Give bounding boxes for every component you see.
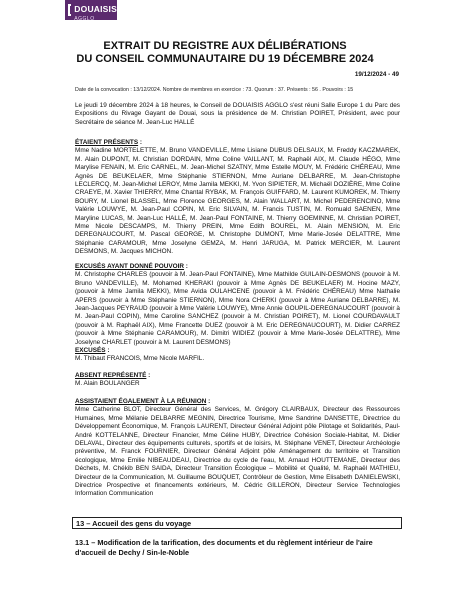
deliberation-reference: 19/12/2024 - 49: [354, 71, 399, 78]
excuses-heading: EXCUSÉS: [75, 347, 106, 354]
logo-sub: AGGLO: [74, 15, 95, 22]
presents-list: Mme Nadine MORTELETTE, M. Bruno VANDEVILLE, Mme Lisiane DUBUS DELSAUX, M. Freddy KACZMAREK, M. Alain DUPONT, M. Christian DORDAIN, Mme Coline VAILLANT, M. Raphaël AIX, M. Claude HÉGO, Mme Marylise FENAIN, M. Eric CARNEL, M. Jean-Michel SZATNY, Mme Estelle MOUY, M. Frédéric CHÉREAU, Mme Agnès DE BEUKELAER, Mme Stéphanie STIERNON, Mme Auriane DELBARRE, M. Jean-Christophe LECLERCQ, M. Jean-Michel LEROY, Mme Jamila MEKKI, M. Yvon SIPIETER, M. Michaël DOZIÈRE, Mme Coline CRAEYE, M. Xavier THIERRY, Mme Chantal RYBAK, M. François GUIFFARD, M. Laurent KUMOREK, M. Thierry BOURY, M. Lionel BLASSEL, Mme Florence GEORGES, M. Alain WALLART, M. Michel PEDERENCINO, Mme Valérie LOUWYE, M. Jean-Paul COPIN, M. Eric SILVAIN, M. Francis TUSTIN, M. Romuald SAENEN, Mme Maryline LUCAS, M. Jean-Luc HALLÉ, M. Jean-Paul FONTAINE, M. Thierry GOEMINNE, M. Christian POIRET, Mme Nicole DESCAMPS, M. Thierry PREIN, Mme Edith BOUREL, M. Alain MENSION, M. Eric DEREGNAUCOURT, M. Pascal GEORGE, M. Christophe DUMONT, Mme Marie-Josée DELATTRE, Mme Stéphanie CARAMOUR, Mme Joselyne GEMZA, M. Henri JARUGA, M. Patrick MERCIER, M. Laurent DESMONS, M. Jacques MICHON.: [75, 147, 400, 256]
absent-block: ABSENT REPRÉSENTÉ : M. Alain BOULANGER: [75, 372, 400, 389]
presents-block: ÉTAIENT PRÉSENTS : Mme Nadine MORTELETTE, M. Bruno VANDEVILLE, Mme Lisiane DUBUS DELSAUX, M. Freddy KACZMAREK, M. Alain DUPONT, M. Christian DORDAIN, Mme Coline VAILLANT, M. Raphaël AIX, M. Claude HÉGO, Mme Marylise FENAIN, M. Eric CARNEL, M. Jean-Michel SZATNY, Mme Estelle MOUY, M. Frédéric CHÉREAU, Mme Agnès DE BEUKELAER, Mme Stéphanie STIERNON, Mme Auriane DELBARRE, M. Jean-Christophe LECLERCQ, M. Jean-Michel LEROY, Mme Jamila MEKKI, M. Yvon SIPIETER, M. Michaël DOZIÈRE, Mme Coline CRAEYE, M. Xavier THIERRY, Mme Chantal RYBAK, M. François GUIFFARD, M. Laurent KUMOREK, M. Thierry BOURY, M. Lionel BLASSEL, Mme Florence GEORGES, M. Alain WALLART, M. Michel PEDERENCINO, Mme Valérie LOUWYE, M. Jean-Paul COPIN, M. Eric SILVAIN, M. Francis TUSTIN, M. Romuald SAENEN, Mme Maryline LUCAS, M. Jean-Luc HALLÉ, M. Jean-Paul FONTAINE, M. Thierry GOEMINNE, M. Christian POIRET, Mme Nicole DESCAMPS, M. Thierry PREIN, Mme Edith BOUREL, M. Alain MENSION, M. Eric DEREGNAUCOURT, M. Pascal GEORGE, M. Christophe DUMONT, Mme Marie-Josée DELATTRE, Mme Stéphanie CARAMOUR, Mme Joselyne GEMZA, M. Henri JARUGA, M. Patrick MERCIER, M. Laurent DESMONS, M. Jacques MICHON.: [75, 139, 400, 256]
presents-heading: ÉTAIENT PRÉSENTS: [75, 139, 139, 146]
excuses-pouvoir-heading: EXCUSÉS AYANT DONNÉ POUVOIR: [75, 263, 185, 270]
convocation-info: Date de la convocation : 13/12/2024. Nombre de membres en exercice : 73. Quorum : 37. Présents : 56 . Pouvoirs : 15: [75, 87, 354, 93]
intro-paragraph: Le jeudi 19 décembre 2024 à 18 heures, le Conseil de DOUAISIS AGGLO s'est réuni Salle Europe 1 du Parc des Expositions du Rivage Gayant de Douai, sous la présidence de M. Christian POIRET, Président, avec pour Secrétaire de séance M. Jean-Luc HALLÉ: [75, 102, 400, 126]
logo-wordmark: [74, 0, 117, 22]
excuses-block: EXCUSÉS : M. Thibaut FRANCOIS, Mme Nicole MARFIL.: [75, 347, 400, 364]
assistaient-heading: ASSISTAIENT ÉGALEMENT À LA RÉUNION: [75, 398, 207, 405]
logo-mark-icon: [68, 4, 71, 16]
section-heading-box: 13 – Accueil des gens du voyage: [72, 517, 402, 529]
douaisis-agglo-logo: [65, 0, 117, 20]
absent-heading: ABSENT REPRÉSENTÉ: [75, 372, 147, 379]
document-title-line1: EXTRAIT DU REGISTRE AUX DÉLIBÉRATIONS: [103, 40, 347, 52]
assistaient-list: Mme Catherine BLOT, Directeur Général des Services, M. Grégory CLAIRBAUX, Directeur des Ressources Humaines, Mme Mélanie DELBARRE MEGNIN, Directrice Tourisme, Mme Sandrine DANSETTE, Directrice du Développement Économique, M. François LAURENT, Directeur Général Adjoint pôle Pilotage et Solidarités, Paul-André KOTTELANNE, Directeur Financier, Mme Céline HUBY, Directrice Cohésion Sociale-Habitat, M. Didier DELAVAL, Directeur des équipements culturels, sportifs et de loisirs, M. Stéphane VENET, Directeur Archéologie préventive, M. Franck FOURNIER, Directeur Général Adjoint pôle Aménagement du territoire et Transition écologique, Mme Emilie NIBEAUDEAU, Directrice du cycle de l'eau, M. Arnaud HOUTTEMANE, Directeur des Déchets, M. Chékib BEN SAIDA, Directeur Transition Écologique – Mobilité et Qualité, M. Raphaël MATHIEU, Directeur de la Communication, M. Guillaume BOUQUET, Contrôleur de Gestion, Mme Elisabeth DANIELEWSKI, Directrice Prospective et financements extérieurs, M. Cédric GILLERON, Directeur Service Technologies Information Communication: [75, 406, 400, 498]
absent-list: M. Alain BOULANGER: [75, 380, 140, 388]
excuses-pouvoir-list: M. Christophe CHARLES (pouvoir à M. Jean-Paul FONTAINE), Mme Mathilde GUILAIN-DESMONS (pouvoir à M. Bruno VANDEVILLE), M. Mohamed KHERAKI (pouvoir à Mme Agnès DE BEUKELAER) M. Hocine MAZY, (pouvoir à Mme Jamila MEKKI), Mme Avida OULAHCENE (pouvoir à M. Frédéric CHÉREAU) Mme Nathalie APERS (pouvoir à Mme Stéphanie STIERNON), Mme Nora CHERKI (pouvoir à Mme Auriane DELBARRE), M. Jean-Jacques PEYRAUD (pouvoir à Mme Valérie LOUWYE), Mme Annie GOUPIL-DEREGNAUCOURT (pouvoir à M. Jean-Paul COPIN), Mme Caroline SANCHEZ (pouvoir à M. Christian POIRET), M. Lionel COURDAVAULT (pouvoir à M. Raphaël AIX), Mme Francette DUEZ (pouvoir à M. Eric DEREGNAUCOURT), M. Didier CARREZ (pouvoir à Mme Stéphanie CARAMOUR), M. Dimitri WIDIEZ (pouvoir à Mme Marie-Josée DELATTRE), Mme Joselyne CHARLET (pouvoir à M. Laurent DESMONS): [75, 271, 400, 346]
logo-name: DOUAISIS: [74, 3, 117, 14]
excuses-pouvoir-block: EXCUSÉS AYANT DONNÉ POUVOIR : M. Christophe CHARLES (pouvoir à M. Jean-Paul FONTAINE), Mme Mathilde GUILAIN-DESMONS (pouvoir à M. Bruno VANDEVILLE), M. Mohamed KHERAKI (pouvoir à Mme Agnès DE BEUKELAER) M. Hocine MAZY, (pouvoir à Mme Jamila MEKKI), Mme Avida OULAHCENE (pouvoir à M. Frédéric CHÉREAU) Mme Nathalie APERS (pouvoir à Mme Stéphanie STIERNON), Mme Nora CHERKI (pouvoir à Mme Auriane DELBARRE), M. Jean-Jacques PEYRAUD (pouvoir à Mme Valérie LOUWYE), Mme Annie GOUPIL-DEREGNAUCOURT (pouvoir à M. Jean-Paul COPIN), Mme Caroline SANCHEZ (pouvoir à M. Christian POIRET), M. Lionel COURDAVAULT (pouvoir à M. Raphaël AIX), Mme Francette DUEZ (pouvoir à M. Eric DEREGNAUCOURT), M. Didier CARREZ (pouvoir à Mme Stéphanie CARAMOUR), M. Dimitri WIDIEZ (pouvoir à Mme Marie-Josée DELATTRE), Mme Joselyne CHARLET (pouvoir à M. Laurent DESMONS): [75, 263, 400, 346]
excuses-list: M. Thibaut FRANCOIS, Mme Nicole MARFIL.: [75, 355, 205, 363]
document-title-line2: DU CONSEIL COMMUNAUTAIRE DU 19 DÉCEMBRE 2024: [76, 53, 374, 65]
subsection-heading: 13.1 – Modification de la tarification, des documents et du règlement intérieur de l'aire d'accueil de Dechy / Sin-le-Noble: [75, 538, 373, 557]
assistaient-block: ASSISTAIENT ÉGALEMENT À LA RÉUNION : Mme Catherine BLOT, Directeur Général des Services, M. Grégory CLAIRBAUX, Directeur des Ressources Humaines, Mme Mélanie DELBARRE MEGNIN, Directrice Tourisme, Mme Sandrine DANSETTE, Directrice du Développement Économique, M. François LAURENT, Directeur Général Adjoint pôle Pilotage et Solidarités, Paul-André KOTTELANNE, Directeur Financier, Mme Céline HUBY, Directrice Cohésion Sociale-Habitat, M. Didier DELAVAL, Directeur des équipements culturels, sportifs et de loisirs, M. Stéphane VENET, Directeur Archéologie préventive, M. Franck FOURNIER, Directeur Général Adjoint pôle Aménagement du territoire et Transition écologique, Mme Emilie NIBEAUDEAU, Directrice du cycle de l'eau, M. Arnaud HOUTTEMANE, Directeur des Déchets, M. Chékib BEN SAIDA, Directeur Transition Écologique – Mobilité et Qualité, M. Raphaël MATHIEU, Directeur de la Communication, M. Guillaume BOUQUET, Contrôleur de Gestion, Mme Elisabeth DANIELEWSKI, Directrice Prospective et financements extérieurs, M. Cédric GILLERON, Directeur Service Technologies Information Communication: [75, 398, 400, 498]
